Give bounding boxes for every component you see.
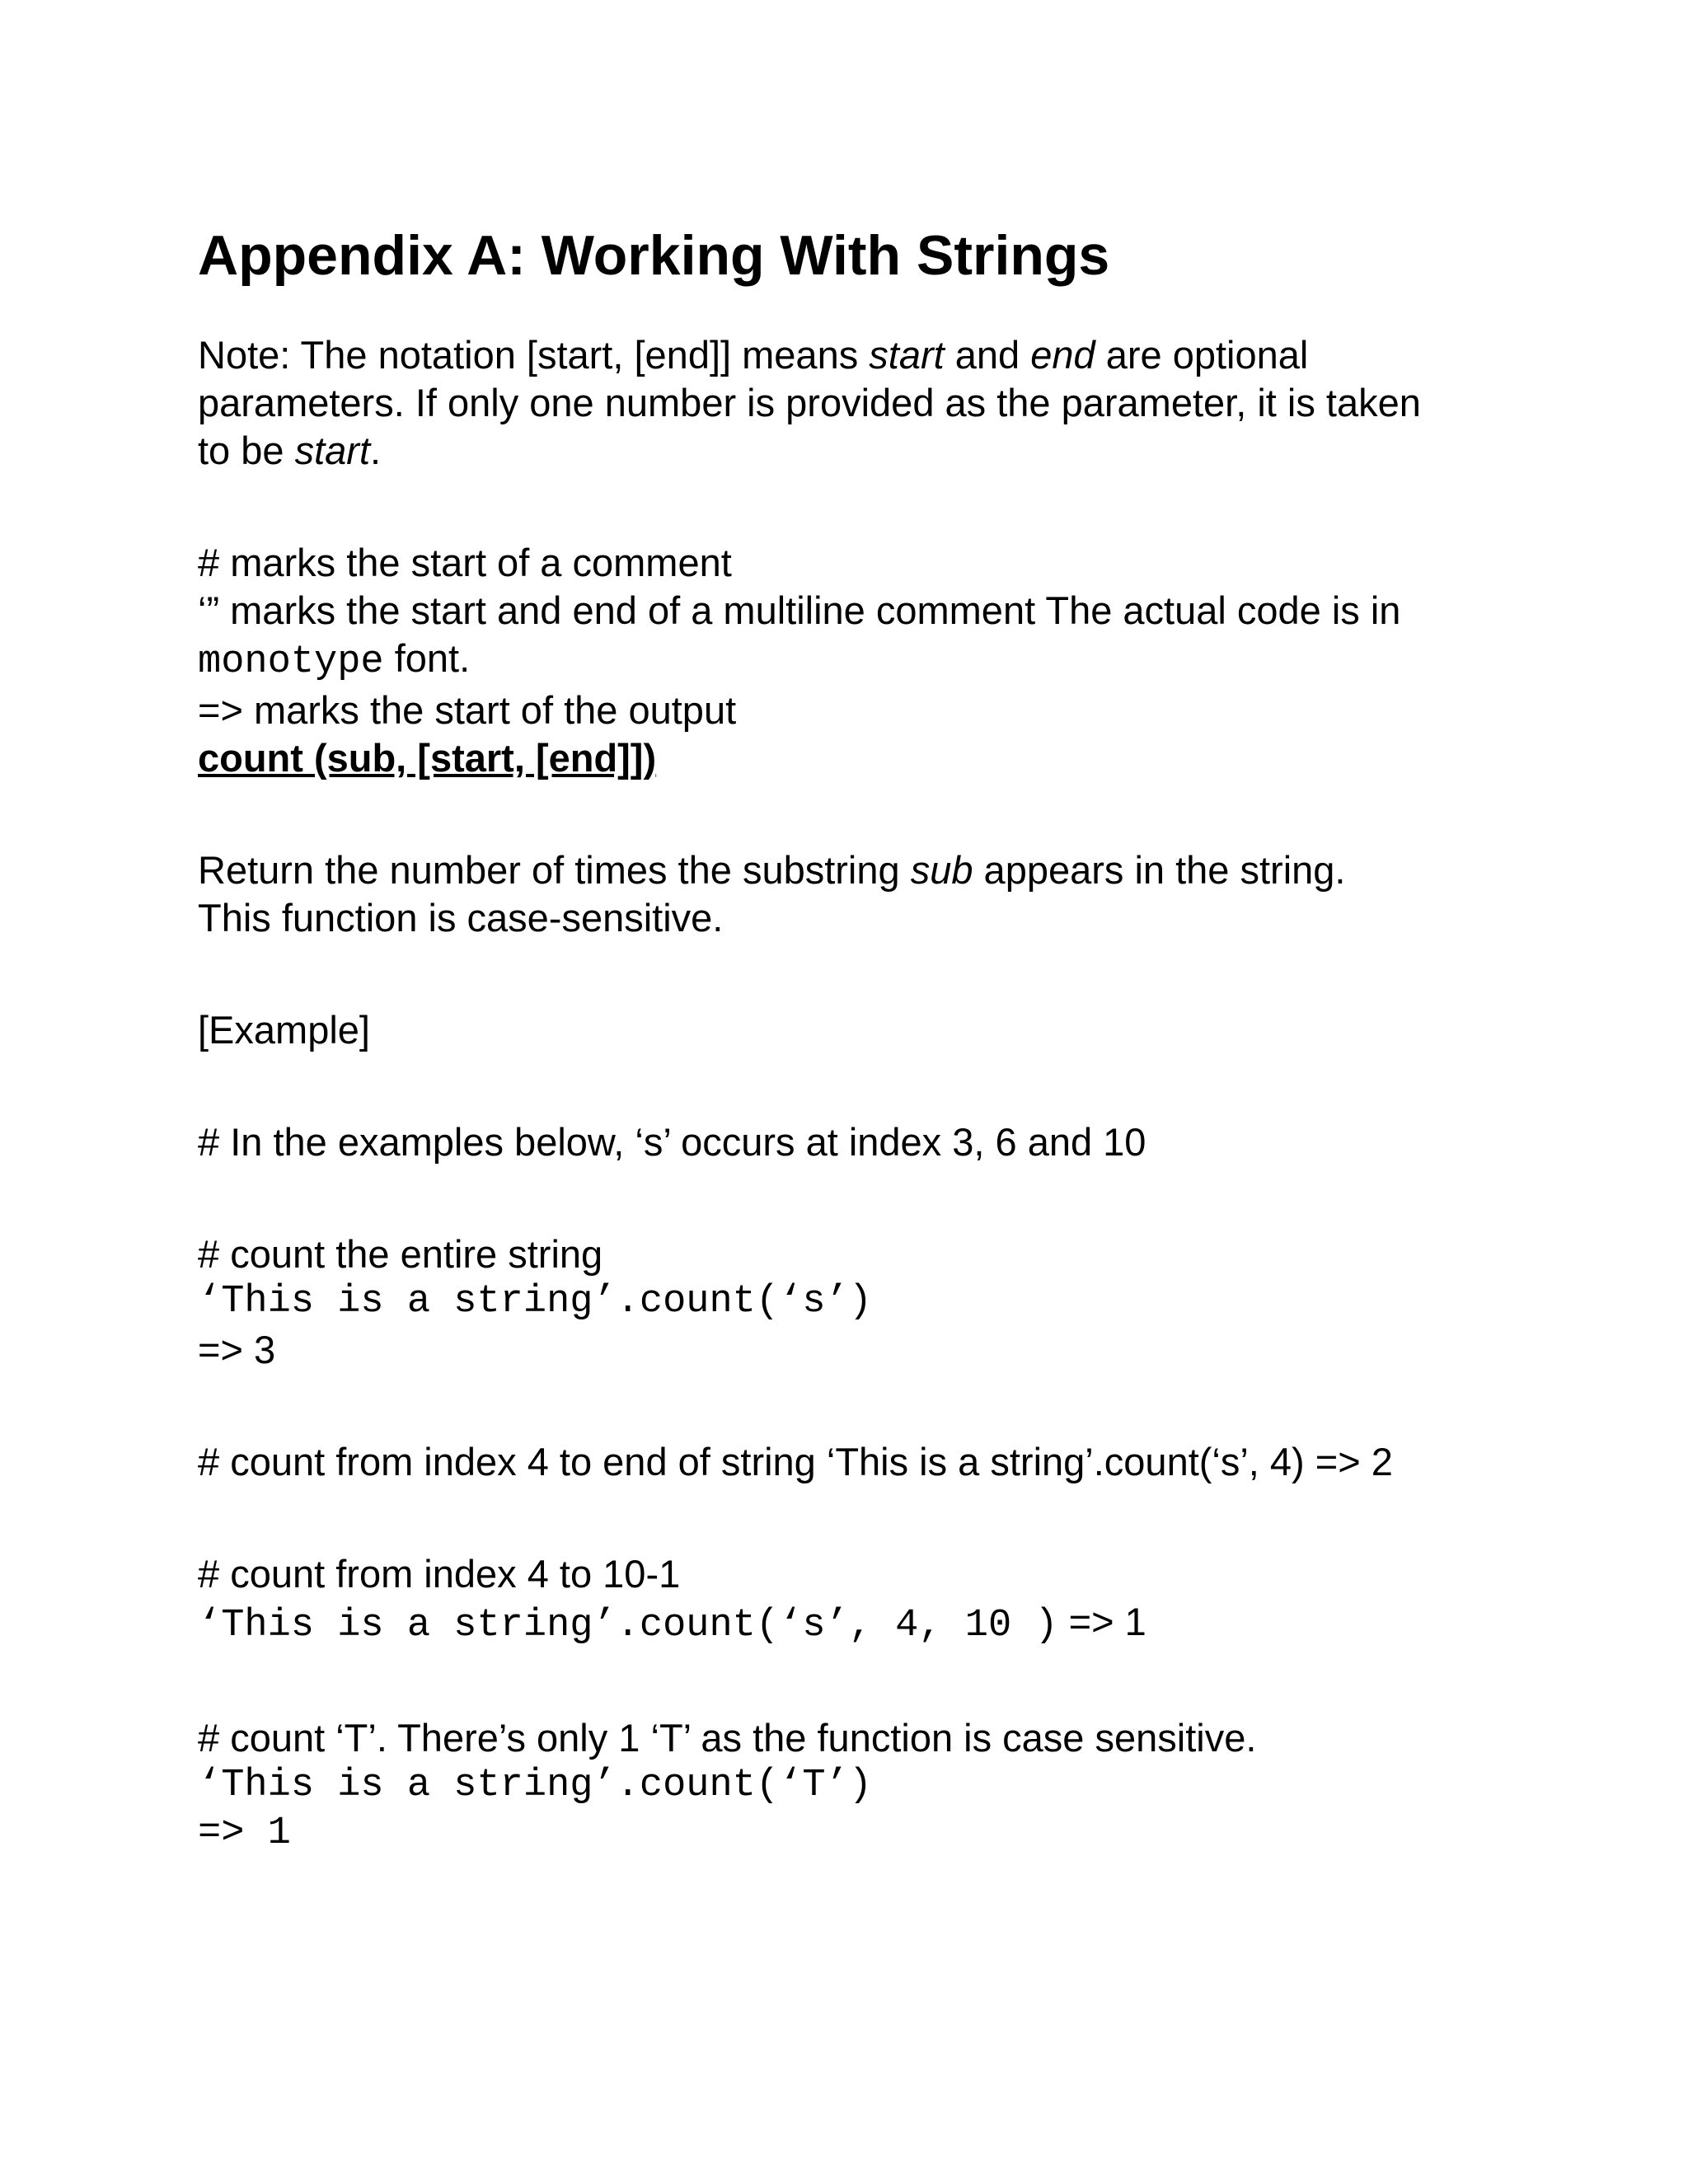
example-1-code: ‘This is a string’.count(‘s’) [198,1280,872,1324]
desc-text: appears in the string. [973,848,1346,892]
document-content [198,223,1533,1858]
legend-monotype [198,635,1533,687]
legend-output: => marks the start of the output [198,688,737,732]
note-end-italic: end [1030,333,1095,377]
note-line-1 [198,331,1533,379]
legend-text: font. [383,636,471,680]
note-text: to be [198,429,295,472]
note-start-italic: start [869,333,945,377]
example-3-comment: # count from index 4 to 10-1 [198,1552,681,1596]
examples-intro: # In the examples below, ‘s’ occurs at index 3, 6 and 10 [198,1120,1146,1164]
note-line-2: parameters. If only one number is provided as the parameter, it is taken [198,381,1421,424]
example-label: [Example] [198,1008,370,1052]
desc-text: Return the number of times the substring [198,848,911,892]
legend-comment: # marks the start of a comment [198,541,732,584]
note-line-3 [198,427,1533,475]
note-text: are optional [1095,333,1309,377]
example-4-output: => 1 [198,1811,291,1855]
note-text: and [944,333,1031,377]
example-4-comment: # count ‘T’. There’s only 1 ‘T’ as the function is case sensitive. [198,1716,1257,1760]
example-3-output: => 1 [1057,1600,1146,1643]
legend-multiline: ‘” marks the start and end of a multiline comment The actual code is in [198,588,1401,632]
example-3-line [198,1598,1533,1650]
note-text: Note: The notation [start, [end]] means [198,333,870,377]
sub-italic: sub [910,848,973,892]
function-description-2: This function is case-sensitive. [198,896,724,940]
function-description-1 [198,846,1533,894]
monotype-word: monotype [198,640,384,684]
note-text: . [370,429,382,472]
example-1-comment: # count the entire string [198,1232,603,1276]
function-signature: count (sub, [start, [end]]) [198,736,657,780]
example-4-code: ‘This is a string’.count(‘T’) [198,1764,872,1807]
example-1-output: => 3 [198,1328,276,1371]
note-start-italic: start [294,429,371,472]
example-2-line: # count from index 4 to end of string ‘This is a string’.count(‘s’, 4) => 2 [198,1440,1393,1483]
example-3-code: ‘This is a string’.count(‘s’, 4, 10 ) [198,1604,1058,1647]
page-title: Appendix A: Working With Strings [198,224,1110,287]
